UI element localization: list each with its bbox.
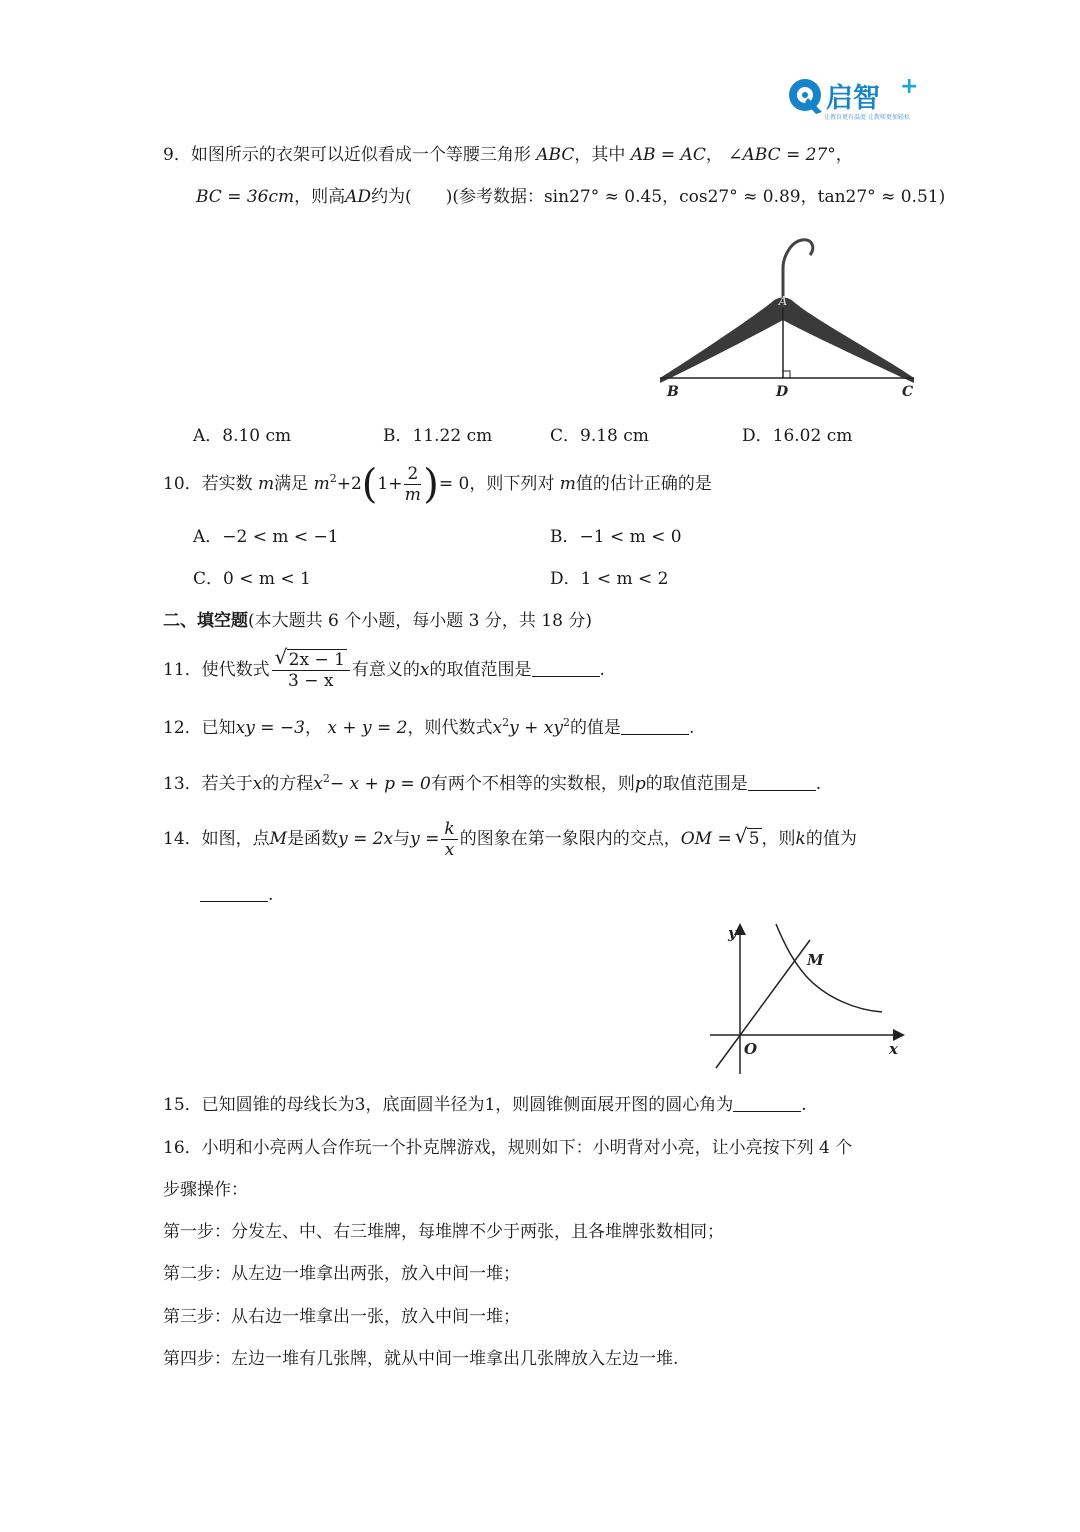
q9-number: 9． (163, 145, 191, 165)
right-angle-mark (783, 371, 790, 378)
q16-number: 16． (163, 1138, 202, 1158)
brand-tagline: 让教育更有温度·让教师更加轻松 (824, 114, 910, 121)
brand-name: 启智 (826, 83, 880, 114)
q13-number: 13． (163, 774, 202, 794)
label-c: C (902, 384, 914, 400)
q16-step-4: 第四步：左边一堆有几张牌，就从中间一堆拿出几张牌放入左边一堆. (163, 1349, 679, 1369)
brand-plus: + (900, 74, 919, 99)
q16-line1: 16．小明和小亮两人合作玩一个扑克牌游戏，规则如下：小明背对小亮，让小亮按下列 4 个 (163, 1138, 853, 1158)
q11-line: 11．使代数式 √ 2x − 1 3 − x 有意义的x的取值范围是 . (163, 645, 605, 691)
graph-label-x: x (889, 1040, 898, 1058)
q11-number: 11． (163, 660, 202, 680)
hyperbola-y-k-over-x (776, 924, 882, 1012)
label-a: A (778, 294, 788, 308)
section-2-heading: 二、填空题(本大题共 6 个小题，每小题 3 分，共 18 分) (163, 611, 592, 631)
q16-step-2: 第二步：从左边一堆拿出两张，放入中间一堆； (163, 1264, 520, 1284)
q11-fraction: √ 2x − 1 3 − x (272, 650, 350, 691)
q16-line2: 步骤操作： (163, 1180, 248, 1200)
line-y-2x (716, 940, 810, 1068)
q16-step-1: 第一步：分发左、中、右三堆牌，每堆牌不少于两张，且各堆牌张数相同； (163, 1222, 724, 1242)
q12-answer-blank[interactable] (621, 720, 689, 735)
q15-answer-blank[interactable] (733, 1097, 801, 1112)
q10-number: 10． (163, 474, 202, 494)
q14-answer-blank[interactable] (200, 887, 268, 902)
q10-option-a: A．−2 < m < −1 (193, 527, 339, 547)
label-b: B (667, 384, 679, 400)
q10-line: 10．若实数 m满足 $m^2+2(1+$ $\frac{2}{m}$ )= 0，则下列对 m值的估计正确的是 (163, 461, 712, 508)
q11-answer-blank[interactable] (532, 662, 600, 677)
q14-number: 14． (163, 829, 202, 849)
q14-line2: . (200, 884, 273, 906)
q9-option-a: A．8.10 cm (193, 426, 292, 446)
q15-number: 15． (163, 1095, 202, 1115)
q14-fraction: $\frac{k}{x}$ (441, 819, 457, 860)
q10-fraction: $\frac{2}{m}$ (404, 464, 421, 505)
brand-logo (786, 74, 926, 120)
label-d: D (776, 384, 789, 400)
graph-label-m: M (807, 951, 824, 969)
q15-line: 15．已知圆锥的母线长为3，底面圆半径为1，则圆锥侧面展开图的圆心角为 . (163, 1095, 807, 1115)
q14-graph (706, 918, 906, 1078)
q9-line2: BC = 36cm，则高AD约为( )(参考数据：sin27° ≈ 0.45，cos27° ≈ 0.89，tan27° ≈ 0.51) (196, 187, 946, 207)
graph-label-y: y (728, 924, 737, 942)
q9-option-c: C．9.18 cm (550, 426, 649, 446)
q10-option-b: B．−1 < m < 0 (550, 527, 682, 547)
q12-number: 12． (163, 718, 202, 738)
q9-line1: 9．如图所示的衣架可以近似看成一个等腰三角形 ABC，其中 AB = AC， ∠ABC = 27°， (163, 145, 853, 165)
hanger-hook (783, 240, 813, 300)
q10-option-d: D．1 < m < 2 (550, 569, 669, 589)
q13-answer-blank[interactable] (748, 776, 816, 791)
q9-option-d: D．16.02 cm (742, 426, 853, 446)
q10-option-c: C．0 < m < 1 (193, 569, 311, 589)
hanger-body (660, 298, 914, 384)
q14-line1: 14．如图，点M是函数y = 2x与y = $\frac{k}{x}$ 的图象在第一象限内的交点，OM = √ 5 ，则k的值为 (163, 819, 857, 860)
logo-mark-icon (786, 74, 826, 116)
graph-label-o: O (744, 1040, 758, 1058)
q9-option-b: B．11.22 cm (383, 426, 493, 446)
q16-step-3: 第三步：从右边一堆拿出一张，放入中间一堆； (163, 1307, 520, 1327)
q13-line: 13．若关于x的方程$x^2- x + p = 0$有两个不相等的实数根，则p的取值范围是 . (163, 772, 822, 794)
hanger-figure (652, 228, 924, 403)
q12-line: 12．已知xy = −3， x + y = 2，则代数式$x^2y + xy^2$的值是 . (163, 716, 695, 738)
